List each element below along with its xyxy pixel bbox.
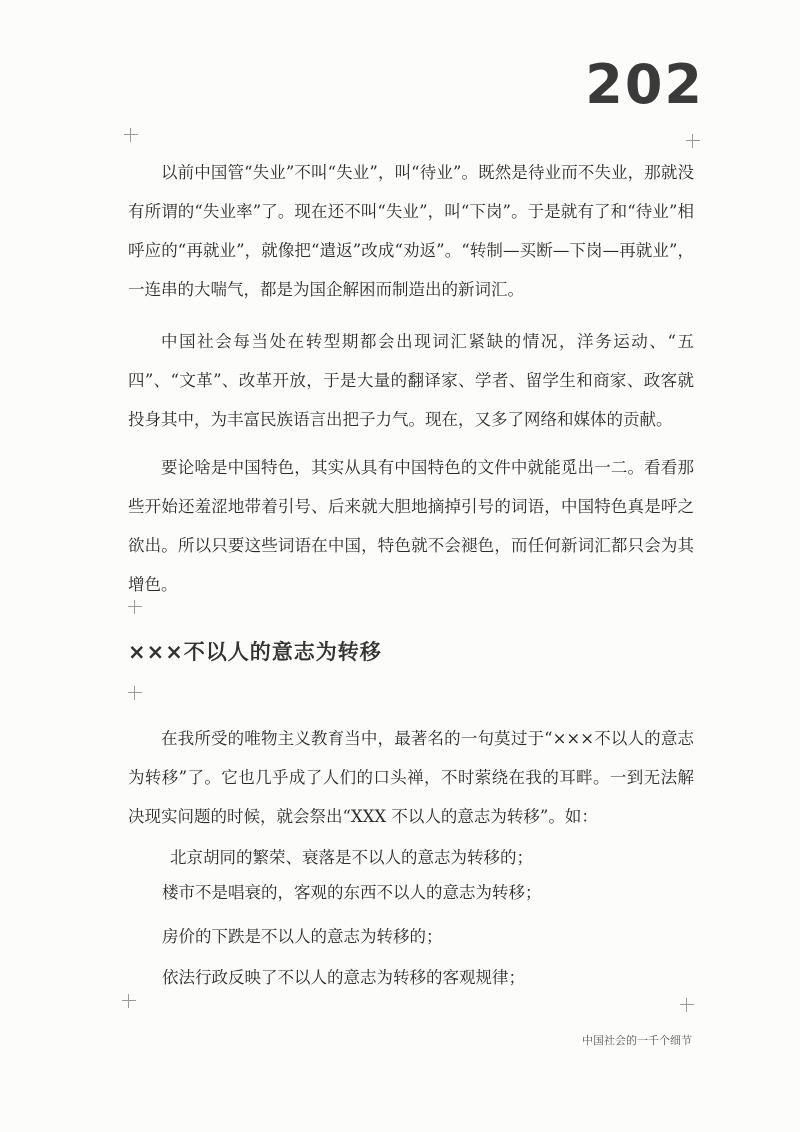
crop-mark xyxy=(122,994,136,1008)
crop-mark xyxy=(680,998,694,1012)
example-line: 楼市不是唱衰的，客观的东西不以人的意志为转移； xyxy=(162,883,542,902)
paragraph: 中国社会每当处在转型期都会出现词汇紧缺的情况，洋务运动、“五四”、“文革”、改革开放，于是大量的翻译家、学者、留学生和商家、政客就投身其中，为丰富民族语言出把子力气。现在，又多了网络和媒体的贡献。 xyxy=(128,332,694,429)
page-number: 202 xyxy=(585,53,704,116)
running-footer: 中国社会的一千个细节 xyxy=(582,1034,692,1047)
paragraph: 要论啥是中国特色，其实从具有中国特色的文件中就能觅出一二。看看那些开始还羞涩地带着引号、后来就大胆地摘掉引号的词语，中国特色真是呼之欲出。所以只要这些词语在中国，特色就不会褪色，而任何新词汇都只会为其增色。 xyxy=(128,458,694,594)
example-line: 依法行政反映了不以人的意志为转移的客观规律； xyxy=(162,968,525,987)
section-heading: ×××不以人的意志为转移 xyxy=(128,640,382,664)
paragraph: 以前中国管“失业”不叫“失业”，叫“待业”。既然是待业而不失业，那就没有所谓的“失业率”了。现在还不叫“失业”，叫“下岗”。于是就有了和“待业”相呼应的“再就业”，就像把“遣返”改成“劝返”。“转制—买断—下岗—再就业”，一连串的大喘气，都是为国企解困而制造出的新词汇。 xyxy=(128,163,694,299)
example-line: 房价的下跌是不以人的意志为转移的； xyxy=(162,927,443,946)
crop-mark xyxy=(686,134,700,148)
paragraph: 在我所受的唯物主义教育当中，最著名的一句莫过于“×××不以人的意志为转移”了。它也几乎成了人们的口头禅，不时萦绕在我的耳畔。一到无法解决现实问题的时候，就会祭出“XXX 不以人的意志为转移”。如： xyxy=(128,729,694,826)
crop-mark xyxy=(124,128,138,142)
crop-mark xyxy=(128,686,142,700)
example-line: 北京胡同的繁荣、衰落是不以人的意志为转移的； xyxy=(170,848,533,867)
